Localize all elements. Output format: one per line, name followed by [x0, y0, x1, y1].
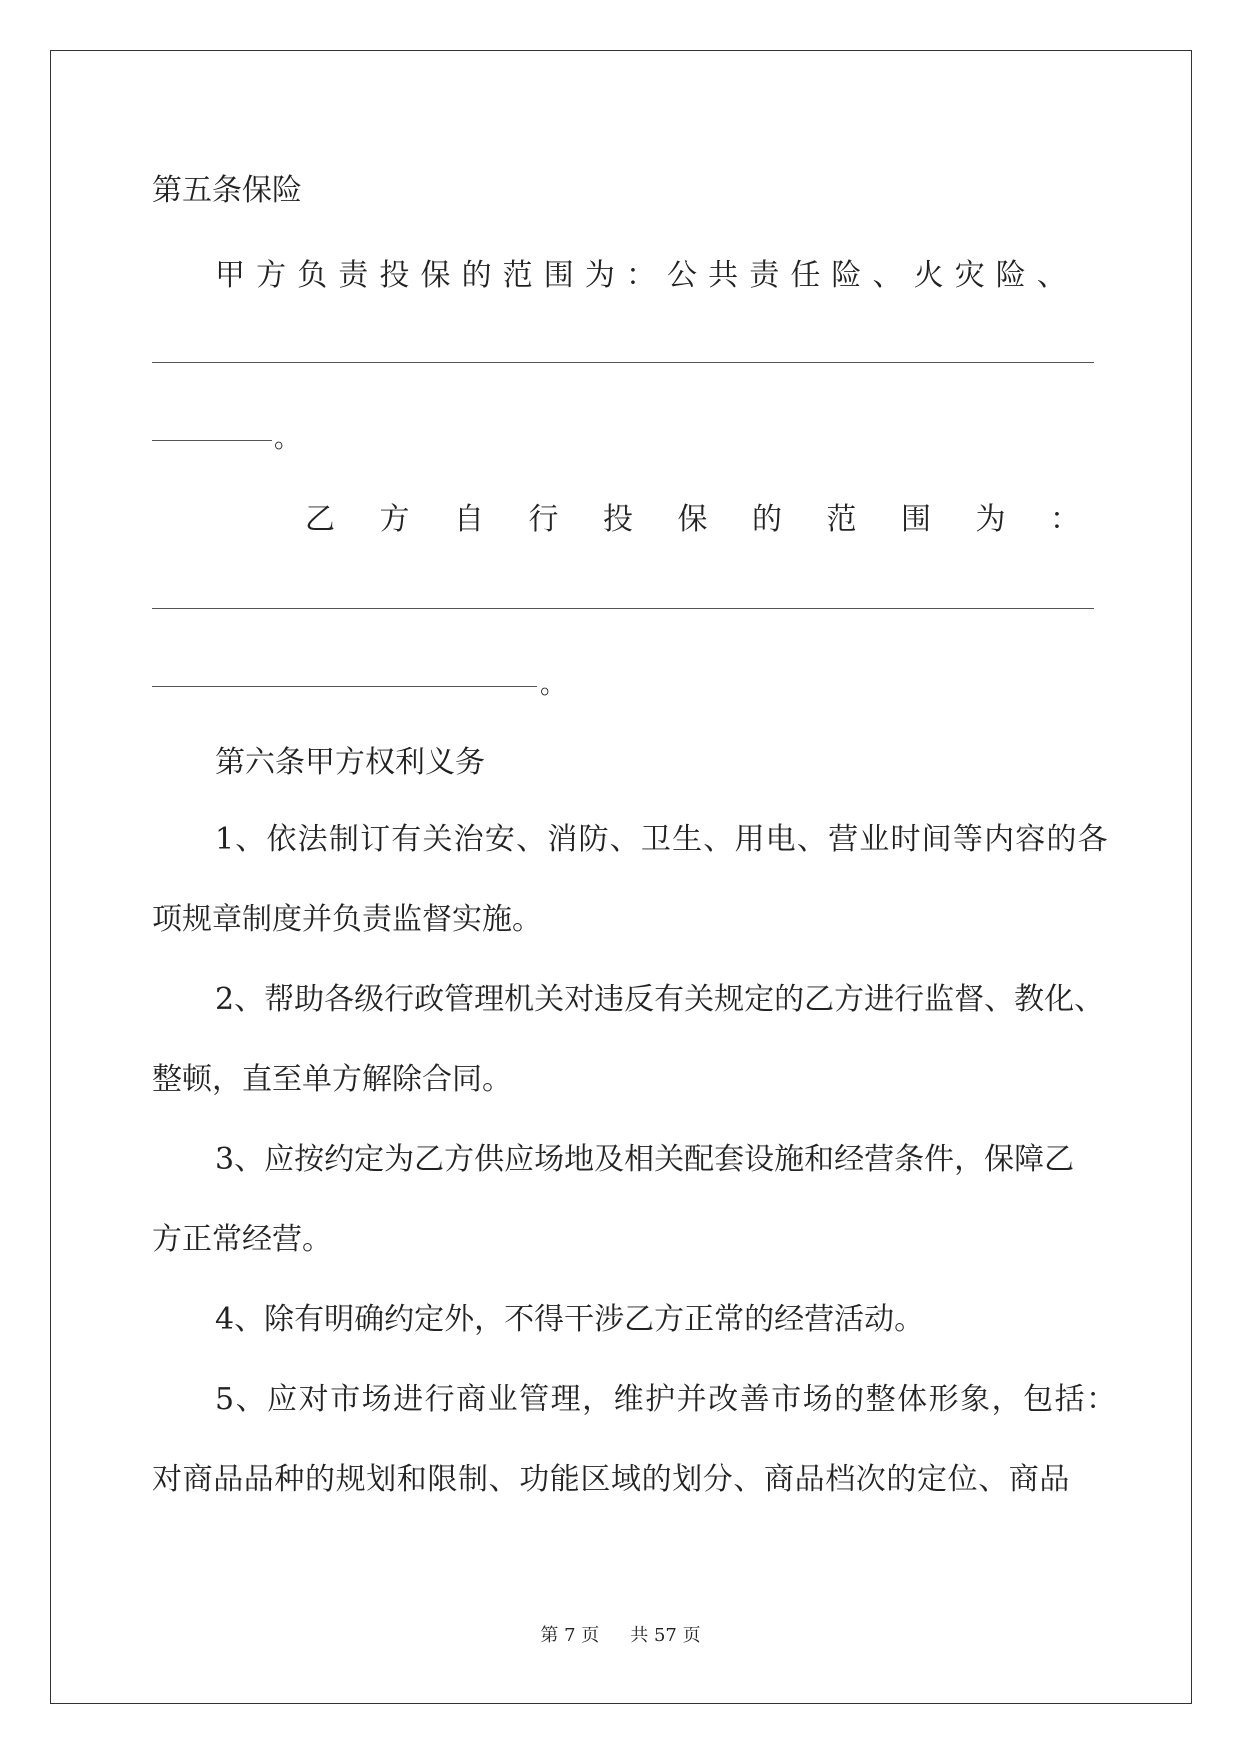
party-b-char: 保	[677, 502, 708, 537]
party-b-char: 行	[528, 502, 559, 537]
party-a-char: 责	[749, 258, 780, 293]
party-a-char: 的	[461, 258, 492, 293]
party-a-char: 方	[256, 258, 287, 293]
party-a-char: 公	[667, 258, 698, 293]
party-a-char: 险	[995, 258, 1026, 293]
item5-line1: 5、应对市场进行商业管理，维护并改善市场的整体形象，包括：	[215, 1382, 1118, 1417]
blank-line-3	[152, 608, 1094, 609]
party-b-char: 围	[901, 502, 931, 537]
party-a-char: 为	[584, 258, 615, 293]
page-total: 共 57 页	[630, 1625, 701, 1646]
party-a-char: 投	[379, 258, 410, 293]
page-border	[50, 50, 1192, 1704]
blank-line-2	[152, 440, 272, 441]
item4-line1: 4、除有明确约定外，不得干涉乙方正常的经营活动。	[215, 1302, 925, 1337]
party-a-char: 保	[420, 258, 451, 293]
party-a-char: 险	[831, 258, 862, 293]
page-number: 第 7 页	[540, 1625, 600, 1646]
party-a-char: 围	[543, 258, 574, 293]
party-a-char: 范	[502, 258, 533, 293]
party-a-char: 共	[708, 258, 739, 293]
party-a-char: 负	[297, 258, 328, 293]
section5-party-b-text	[305, 500, 1080, 540]
party-b-char: 自	[454, 502, 484, 537]
blank-line-1	[152, 362, 1094, 363]
item1-line1: 1、依法制订有关治安、消防、卫生、用电、营业时间等内容的各	[215, 822, 1109, 857]
blank-end-1: 。	[274, 424, 301, 454]
party-b-char: 的	[752, 502, 782, 537]
blank-line-4	[152, 686, 537, 687]
section6-title: 第六条甲方权利义务	[215, 745, 485, 780]
party-a-char: 任	[790, 258, 821, 293]
party-b-char: 乙	[305, 502, 335, 537]
party-b-char: 范	[826, 502, 857, 537]
item2-line1: 2、帮助各级行政管理机关对违反有关规定的乙方进行监督、教化、	[215, 982, 1105, 1017]
party-b-char: ：	[1050, 502, 1080, 537]
party-a-char: 、	[1036, 258, 1067, 293]
section5-title: 第五条保险	[152, 173, 302, 208]
party-a-char: 甲	[215, 258, 245, 293]
page-footer	[0, 1624, 1241, 1648]
item5-line2: 对商品品种的规划和限制、功能区域的划分、商品档次的定位、商品	[152, 1462, 1070, 1497]
party-a-char: 、	[872, 258, 903, 293]
blank-end-2: 。	[540, 670, 567, 700]
item1-line2: 项规章制度并负责监督实施。	[152, 902, 542, 937]
item3-line2: 方正常经营。	[152, 1222, 332, 1257]
party-b-char: 投	[603, 502, 633, 537]
party-a-char: 灾	[954, 258, 985, 293]
party-a-char: 责	[338, 258, 369, 293]
section5-party-a-text	[215, 256, 1067, 296]
party-a-char: 火	[913, 258, 944, 293]
item3-line1: 3、应按约定为乙方供应场地及相关配套设施和经营条件，保障乙	[215, 1142, 1075, 1177]
party-b-char: 方	[379, 502, 410, 537]
item2-line2: 整顿，直至单方解除合同。	[152, 1062, 512, 1097]
party-a-char: ：	[625, 258, 656, 293]
party-b-char: 为	[975, 502, 1006, 537]
